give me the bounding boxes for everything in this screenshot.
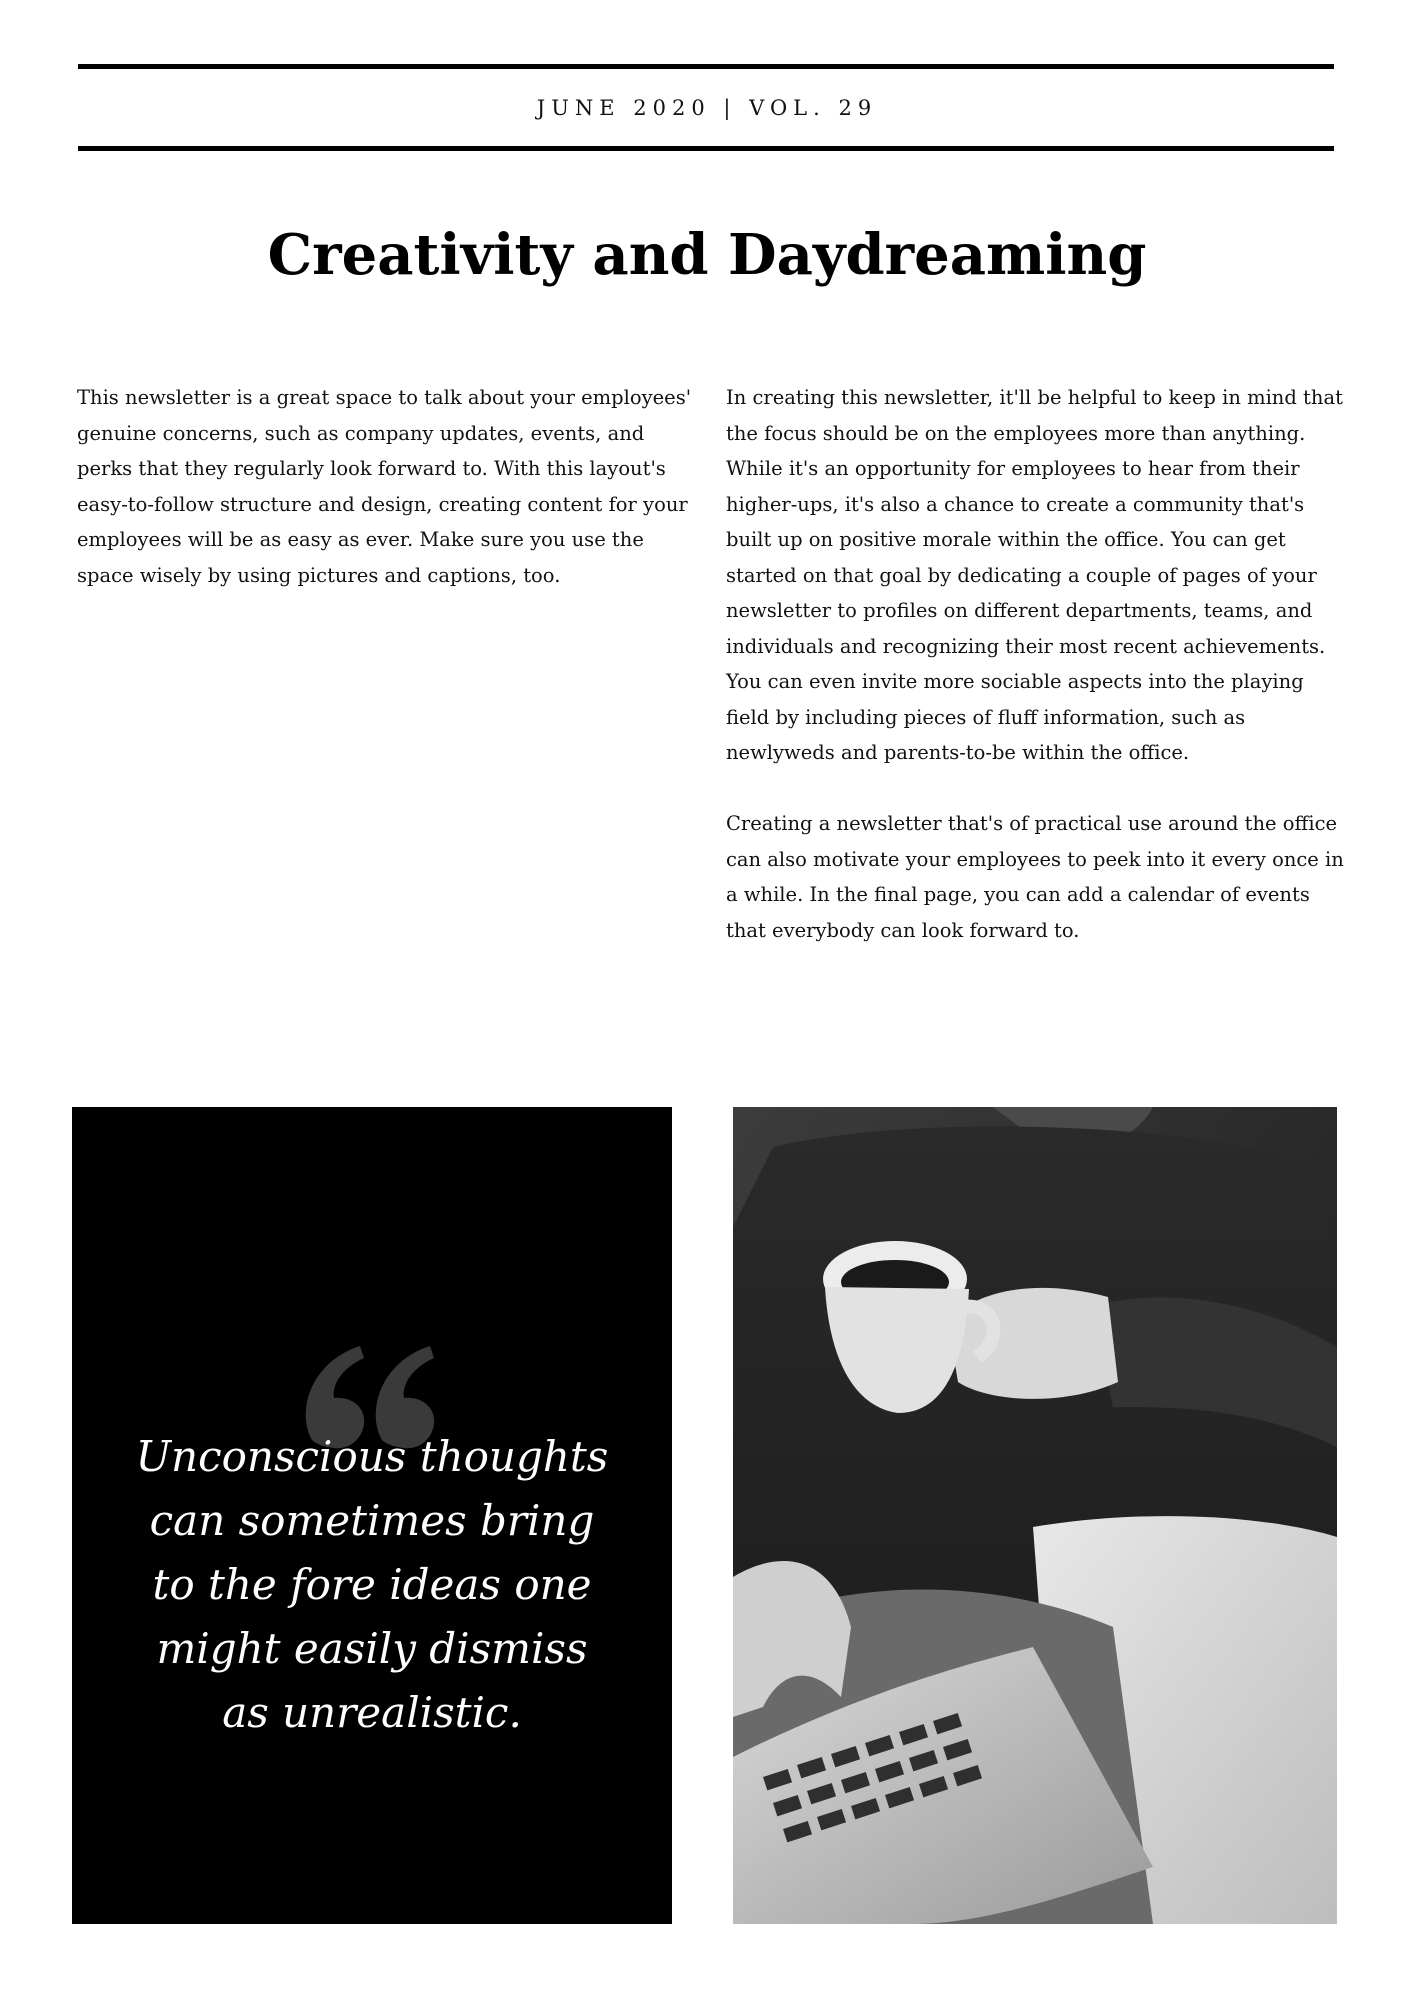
article-paragraph: Creating a newsletter that's of practical use around the office can also motivate your employees to peek into it every once in a while. In the final page, you can add a calendar of events that everybody can look forward to. [726,812,1344,942]
article-paragraph: In creating this newsletter, it'll be helpful to keep in mind that the focus should be on the employees more than anything. While it's an opportunity for employees to hear from their higher-ups, it's also a chance to create a community that's built up on positive morale within the office. You can get started on that goal by dedicating a couple of pages of your newsletter to profiles on different departments, teams, and individuals and recognizing their most recent achievements. You can even invite more sociable aspects into the playing field by including pieces of fluff information, such as newlyweds and parents-to-be within the office. [726,386,1343,764]
pull-quote-card [72,1107,672,1924]
article-column-left [77,380,697,593]
header-top-rule [78,64,1334,69]
coffee-laptop-photo [733,1107,1337,1924]
article-column-right [726,380,1346,948]
header-bottom-rule [78,146,1334,151]
issue-line: JUNE 2020 | VOL. 29 [536,96,878,120]
article-title: Creativity and Daydreaming [267,222,1147,288]
pull-quote-text: Unconscious thoughts can sometimes bring to the fore ideas one might easily dismiss as unrealistic. [135,1432,609,1737]
article-paragraph: This newsletter is a great space to talk about your employees' genuine concerns, such as company updates, events, and perks that they regularly look forward to. With this layout's easy-to-follow structure and design, creating content for your employees will be as easy as ever. Make sure you use the space wisely by using pictures and captions, too. [77,386,692,587]
